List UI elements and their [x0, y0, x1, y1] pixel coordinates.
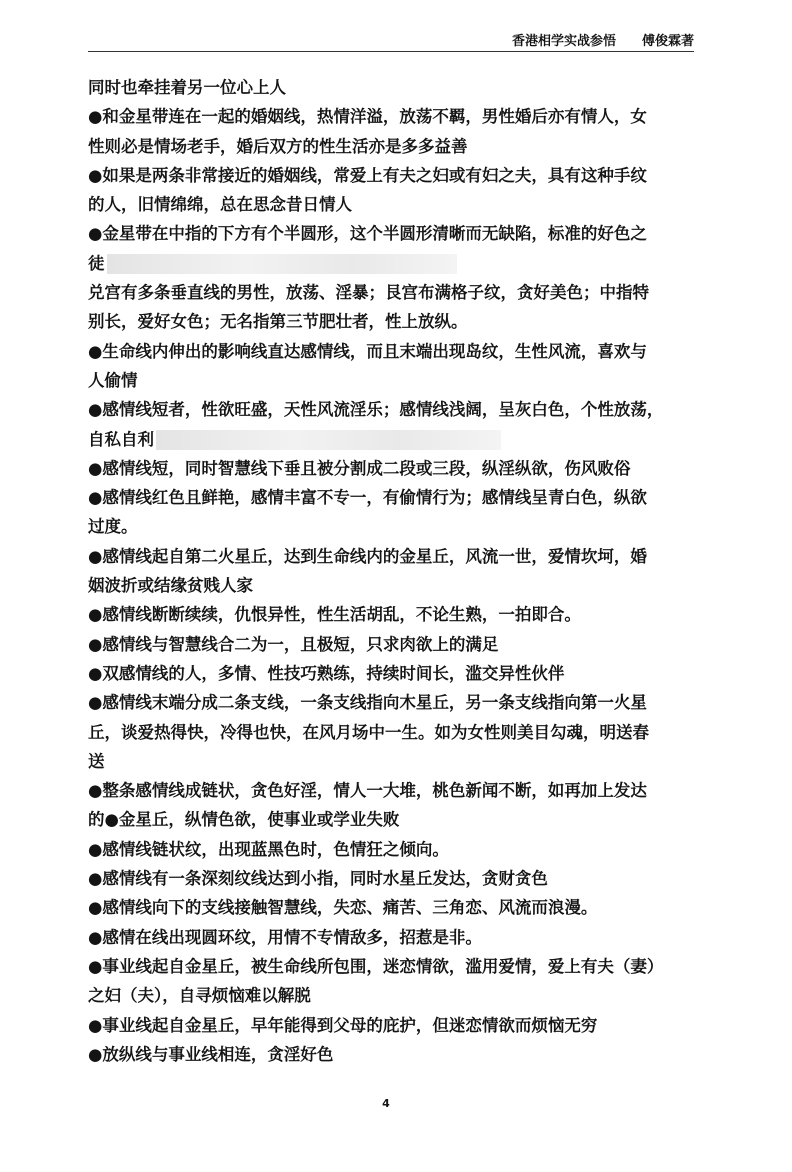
text-line: ●感情线链状纹，出现蓝黑色时，色情狂之倾向。 — [88, 839, 449, 859]
text-line: ●感情线与智慧线合二为一，且极短，只求肉欲上的满足 — [88, 634, 499, 654]
text-line: ●事业线起自金星丘，早年能得到父母的庇护，但迷恋情欲而烦恼无穷 — [88, 1015, 598, 1035]
text-line: ●感情线红色且鲜艳，感情丰富不专一，有偷情行为；感情线呈青白色，纵欲 — [88, 488, 647, 508]
text-line: ●感情线短者，性欲旺盛，天性风流淫乐；感情线浅阔，呈灰白色，个性放荡， — [88, 400, 664, 420]
text-line: ●金星带在中指的下方有个半圆形，这个半圆形清晰而无缺陷，标准的好色之 — [88, 224, 647, 244]
text-line: ●感情线有一条深刻纹线达到小指，同时水星丘发达，贪财贪色 — [88, 869, 548, 889]
text-line: ●事业线起自金星丘，被生命线所包围，迷恋情欲，滥用爱情，爱上有夫（妻） — [88, 956, 664, 976]
book-author: 傅俊霖著 — [641, 34, 694, 49]
text-line: ●感情线断断续续，仇恨异性，性生活胡乱，不论生熟，一拍即合。 — [88, 605, 581, 625]
text-line: ●整条感情线成链状，贪色好淫，情人一大堆，桃色新闻不断，如再加上发达 — [88, 781, 647, 801]
text-fragment: 徒 — [88, 253, 105, 273]
text-line: 的人，旧情绵绵，总在思念昔日情人 — [88, 195, 352, 215]
text-line: ●感情线起自第二火星丘，达到生命线内的金星丘，风流一世，爱情坎坷，婚 — [88, 546, 647, 566]
text-line — [88, 425, 694, 454]
text-line: 人偷情 — [88, 370, 138, 390]
text-fragment: 自私自利 — [88, 429, 154, 449]
text-line: 的●金星丘，纵情色欲，使事业或学业失败 — [88, 810, 400, 830]
text-line: ●感情线末端分成二条支线，一条支线指向木星丘，另一条支线指向第一火星 — [88, 693, 647, 713]
text-line: ●如果是两条非常接近的婚姻线，常爱上有夫之妇或有妇之夫，具有这种手纹 — [88, 165, 647, 185]
text-line — [88, 249, 694, 278]
page-body — [88, 73, 694, 1069]
text-line: 丘，谈爱热得快，冷得也快，在风月场中一生。如为女性则美目勾魂，明送春 — [88, 722, 649, 742]
page-number: 4 — [382, 1097, 390, 1110]
text-line: 同时也牵挂着另一位心上人 — [88, 78, 286, 97]
text-line: 之妇（夫），自寻烦恼难以解脱 — [88, 986, 311, 1006]
text-line: ●和金星带连在一起的婚姻线，热情洋溢，放荡不羁，男性婚后亦有情人，女 — [88, 107, 647, 127]
text-line: 兑宫有多条垂直线的男性，放荡、淫暴；艮宫布满格子纹，贪好美色；中指特 — [88, 283, 649, 303]
text-line: ●感情在线出现圆环纹，用情不专情敌多，招惹是非。 — [88, 927, 482, 947]
text-line: ●生命线内伸出的影响线直达感情线，而且末端出现岛纹，生性风流，喜欢与 — [88, 341, 647, 361]
text-line: 性则必是情场老手，婚后双方的性生活亦是多多益善 — [88, 136, 468, 156]
text-line: ●感情线向下的支线接触智慧线，失恋、痛苦、三角恋、风流而浪漫。 — [88, 898, 598, 918]
book-title: 香港相学实战参悟 — [511, 34, 616, 49]
text-line: 过度。 — [88, 517, 138, 537]
watermark-smudge — [156, 430, 501, 450]
running-header — [512, 30, 694, 49]
text-line: 姻波折或结缘贫贱人家 — [88, 576, 253, 596]
text-line: ●感情线短，同时智慧线下垂且被分割成二段或三段，纵淫纵欲，伤风败俗 — [88, 458, 631, 478]
text-line: ●双感情线的人，多情、性技巧熟练，持续时间长，滥交异性伙伴 — [88, 663, 565, 683]
text-line: ●放纵线与事业线相连，贪淫好色 — [88, 1044, 334, 1064]
text-line: 送 — [88, 751, 105, 771]
watermark-smudge — [107, 254, 457, 274]
header-rule — [88, 51, 694, 52]
text-line: 别长，爱好女色；无名指第三节肥壮者，性上放纵。 — [88, 312, 468, 332]
